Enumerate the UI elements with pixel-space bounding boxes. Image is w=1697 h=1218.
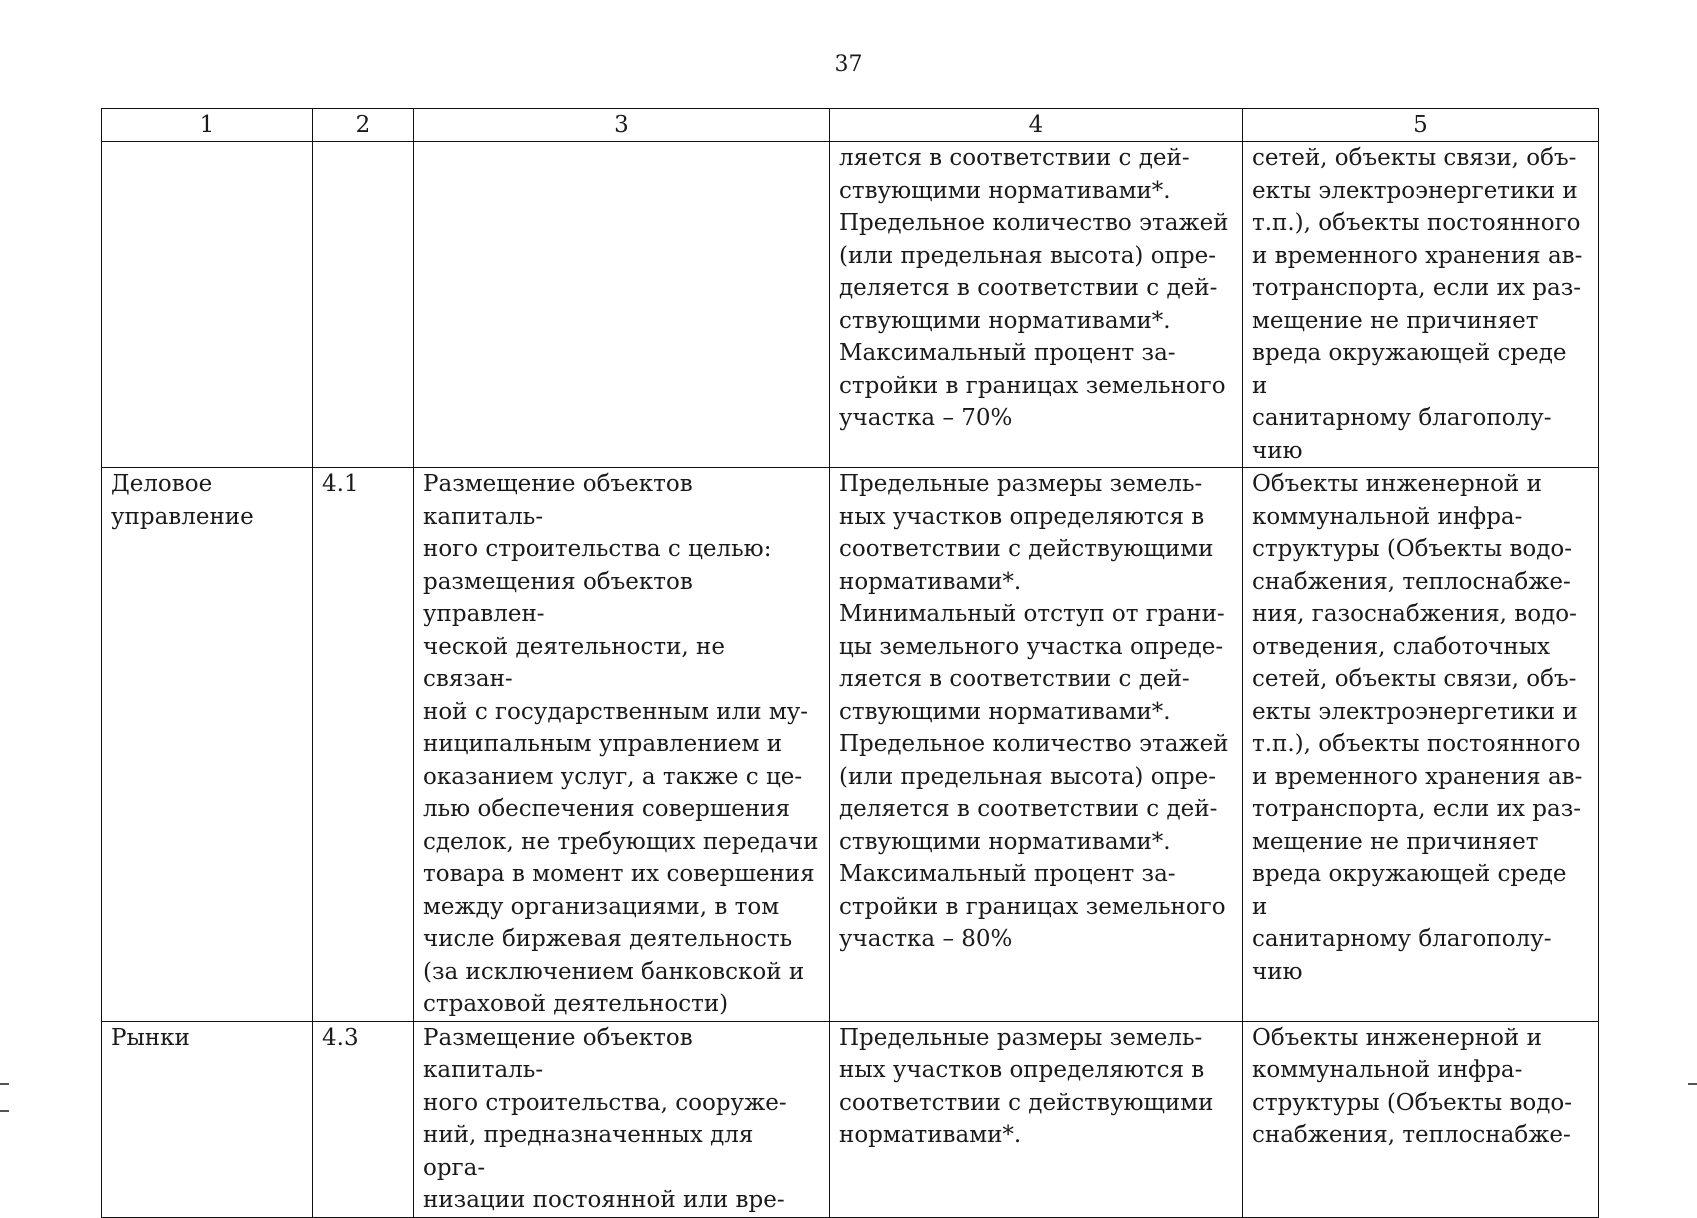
use-description-cell [414,142,830,468]
limit-parameters-cell: ляется в соответствии с дей- ствующими нормативами*. Предельное количество этажей (или предельная высота) опре- деляется в соответствии с дей- ствующими нормативами*. Максимальный процент за- стройки в границах земельного участка – 70% [830,142,1243,468]
scan-mark-right [1688,1083,1697,1085]
use-name-cell: Рынки [102,1021,313,1217]
page-number: 37 [834,52,863,77]
table-row [102,142,1599,468]
use-code-cell [313,142,414,468]
use-code-cell: 4.3 [313,1021,414,1217]
table-header-row [102,109,1599,142]
use-name-cell: Деловое управление [102,468,313,1022]
column-header-5: 5 [1243,109,1599,142]
use-code-cell: 4.1 [313,468,414,1022]
scan-mark-left [0,1110,9,1112]
auxiliary-uses-cell: Объекты инженерной и коммунальной инфра- структуры (Объекты водо- снабжения, теплоснабже- ния, газоснабжения, водо- отведения, слаботочных сетей, объекты связи, объ- екты электроэнергетики и т.п.), объекты постоянного и временного хранения ав- тотранспорта, если их раз- мещение не причиняет вреда окружающей среде и санитарному благополу- чию [1243,468,1599,1022]
use-description-cell: Размещение объектов капиталь- ного строительства, сооруже- ний, предназначенных для орга- низации постоянной или вре- [414,1021,830,1217]
use-description-cell: Размещение объектов капиталь- ного строительства с целью: размещения объектов управлен- ческой деятельности, не связан- ной с государственным или му- ниципальным управлением и оказанием услуг, а также с це- лью обеспечения совершения сделок, не требующих передачи товара в момент их совершения между организациями, в том числе биржевая деятельность (за исключением банковской и страховой деятельности) [414,468,830,1022]
column-header-3: 3 [414,109,830,142]
table-row [102,1021,1599,1217]
column-header-2: 2 [313,109,414,142]
limit-parameters-cell: Предельные размеры земель- ных участков определяются в соответствии с действующими нормативами*. Минимальный отступ от грани- цы земельного участка опреде- ляется в соответствии с дей- ствующими нормативами*. Предельное количество этажей (или предельная высота) опре- деляется в соответствии с дей- ствующими нормативами*. Максимальный процент за- стройки в границах земельного участка – 80% [830,468,1243,1022]
use-name-cell [102,142,313,468]
auxiliary-uses-cell: сетей, объекты связи, объ- екты электроэнергетики и т.п.), объекты постоянного и временного хранения ав- тотранспорта, если их раз- мещение не причиняет вреда окружающей среде и санитарному благополу- чию [1243,142,1599,468]
land-use-table [101,108,1599,1218]
column-header-4: 4 [830,109,1243,142]
auxiliary-uses-cell: Объекты инженерной и коммунальной инфра- структуры (Объекты водо- снабжения, теплоснабже- [1243,1021,1599,1217]
limit-parameters-cell: Предельные размеры земель- ных участков определяются в соответствии с действующими нормативами*. [830,1021,1243,1217]
scan-mark-left [0,1083,9,1085]
column-header-1: 1 [102,109,313,142]
table-row [102,468,1599,1022]
